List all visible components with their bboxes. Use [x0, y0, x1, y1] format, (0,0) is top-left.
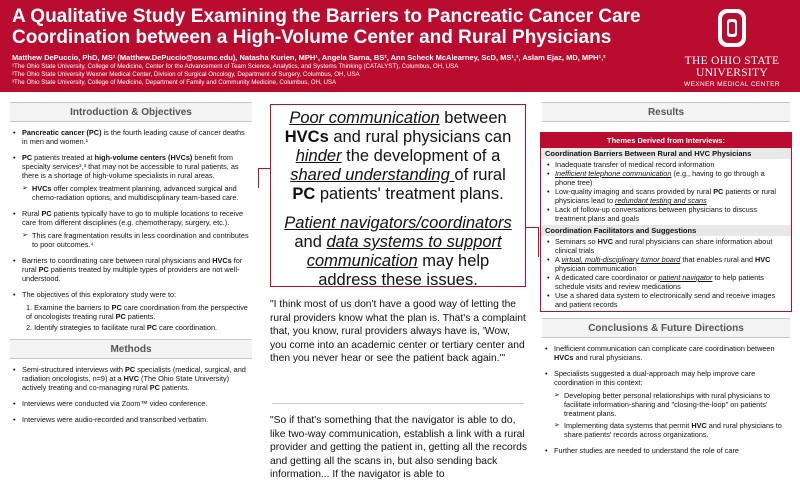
barriers-subheader: Coordination Barriers Between Rural and HVC Physicians	[541, 148, 791, 159]
intro-list	[0, 122, 262, 332]
list-item: • Pancreatic cancer (PC) is the fourth leading cause of cancer deaths in men and women.¹	[22, 128, 252, 146]
university-logo	[672, 8, 792, 88]
list-item: • Semi-structured interviews with PC specialists (medical, surgical, and radiation oncologists, n=9) at a HVC (The Ohio State University) actively treating and co-managing rural PC patients.	[22, 365, 252, 392]
logo-text-line-3: WEXNER MEDICAL CENTER	[684, 81, 780, 88]
list-item: • Inadequate transfer of medical record information	[555, 160, 787, 169]
conclusions-section-title: Conclusions & Future Directions	[542, 318, 790, 338]
facilitators-subheader: Coordination Facilitators and Suggestions	[541, 225, 791, 236]
logo-text-line-2: UNIVERSITY	[696, 67, 768, 79]
key-finding-2: Patient navigators/coordinators and data systems to support communication may help address these issues.	[284, 214, 512, 289]
quote-1: "I think most of us don't have a good way of letting the rural providers know what the plan is. That's a complaint that, you know, rural providers always have is, 'Wow, you come into an academic center or tertiary center and then you never hear or see the patient back again.'"	[270, 299, 526, 364]
intro-section-title: Introduction & Objectives	[10, 102, 252, 122]
list-item: • Low-quality imaging and scans provided by rural PC patients or rural physicians lead to redundant testing and scans	[555, 187, 787, 205]
list-item: • Inefficient telephone communication (e.g., having to go through a phone tree)	[555, 169, 787, 187]
methods-section-title: Methods	[10, 339, 252, 359]
list-item: • Use a shared data system to electronically send and receive images and patient records	[555, 291, 787, 309]
themes-table	[540, 132, 792, 312]
list-item: • Further studies are needed to understand the role of care	[554, 446, 790, 455]
list-item: • Inefficient communication can complicate care coordination between HVCs and rural physicians.	[554, 344, 790, 362]
block-o-icon	[717, 8, 747, 48]
objective-1: 1. Examine the barriers to PC care coordination from the perspective of oncologists treating rural PC patients.	[26, 303, 248, 321]
list-item: • Interviews were conducted via Zoom™ video conference.	[22, 399, 252, 408]
poster-title	[12, 6, 672, 48]
barriers-list	[541, 159, 791, 225]
author-list: Matthew DePuccio, PhD, MS¹ (Matthew.DePuccio@osumc.edu), Natasha Kurien, MPH¹, Angela Sarna, BS², Ann Scheck McAlearney, ScD, MS¹,³, Aslam Ejaz, MD, MPH¹,²	[12, 53, 606, 62]
affiliation-1: ¹The Ohio State University, College of Medicine, Center for the Advancement of Team Science, Analytics, and Systems Thinking (CATALYST), Columbus, OH, USA	[12, 63, 459, 70]
sub-list-item: ➢ Developing better personal relationships with rural physicians to facilitate information-sharing and "closing-the-loop" on patients' treatment plans.	[564, 391, 790, 418]
connector-line-top	[258, 168, 270, 169]
themes-header: Themes Derived from Interviews:	[541, 133, 791, 148]
logo-text-line-1: THE OHIO STATE	[684, 55, 780, 67]
title-line-1: A Qualitative Study Examining the Barriers to Pancreatic Cancer Care	[12, 6, 641, 27]
affiliation-3: ³The Ohio State University, College of Medicine, Department of Family and Community Medicine, Columbus, OH, USA	[12, 79, 337, 86]
quote-divider	[272, 403, 524, 404]
right-column	[532, 92, 800, 455]
objective-2: 2. Identify strategies to facilitate rural PC care coordination.	[26, 323, 218, 332]
list-item: • Rural PC patients typically have to go to multiple locations to receive care from different disciplines (e.g. chemotherapy, surgery, etc.). ➢ This care fragmentation results in less coordination and contributes to poor outcomes.⁴	[22, 209, 252, 249]
results-section-title: Results	[542, 102, 790, 122]
list-item: • Barriers to coordinating care between rural physicians and HVCs for rural PC patients treated by multiple types of providers are not well-understood.	[22, 256, 252, 283]
methods-list	[0, 359, 262, 424]
list-item: • PC patients treated at high-volume centers (HVCs) benefit from specialty services²,³ that may not be accessible to rural patients, as there is a shortage of high-volume specialists in rural areas. ➢ HVCs offer complex treatment planning, advanced surgical and chemo-radiation options, and multidisciplinary team-based care.	[22, 153, 252, 202]
list-item: • Specialists suggested a dual-approach may help improve care coordination in this context: ➢ Developing better personal relationships with rural physicians to facilitate information-sharing and "closing-the-loop" on patients' treatment plans. ➢ Implementing data systems that permit HVC and rural physicians to share patients' records across organizations.	[554, 369, 790, 439]
list-item: • A virtual, multi-disciplinary tumor board that enables rural and HVC physician communication	[555, 255, 787, 273]
quote-2: "So if that's something that the navigator is able to do, like two-way communication, establish a link with a rural provider and getting the patient in, getting all the records and getting all the scans in, but also sending back information... If the navigator is able to	[270, 415, 528, 480]
affiliation-2: ²The Ohio State University Wexner Medical Center, Division of Surgical Oncology, Department of Surgery, Columbus, OH, USA	[12, 71, 360, 78]
list-item: • Seminars so HVC and rural physicians can share information about clinical trials	[555, 237, 787, 255]
list-item: • Lack of follow-up conversations between physicians to discuss treatment plans and goals	[555, 205, 787, 223]
facilitators-list	[541, 236, 791, 311]
list-item: • A dedicated care coordinator or patient navigator to help patients schedule visits and review medications	[555, 273, 787, 291]
list-item: • Interviews were audio-recorded and transcribed verbatim.	[22, 415, 252, 424]
key-finding-box	[270, 104, 526, 287]
sub-list-item: ➢ HVCs offer complex treatment planning, advanced surgical and chemo-radiation options, and multidisciplinary team-based care.	[32, 184, 252, 202]
title-line-2: Coordination between a High-Volume Center and Rural Physicians	[12, 27, 612, 48]
key-finding-1: Poor communication between HVCs and rural physicians can hinder the development of a shared understanding of rural PC patients' treatment plans.	[284, 109, 512, 203]
sub-list-item: ➢ This care fragmentation results in less coordination and contributes to poor outcomes.⁴	[32, 231, 252, 249]
left-column	[0, 92, 262, 451]
conclusions-list	[532, 338, 800, 455]
connector-line-top-v	[258, 168, 259, 188]
poster-header	[0, 0, 800, 92]
middle-column	[262, 92, 532, 480]
sub-list-item: ➢ Implementing data systems that permit HVC and rural physicians to share patients' records across organizations.	[564, 421, 790, 439]
list-item: • The objectives of this exploratory study were to: 1. Examine the barriers to PC care coordination from the perspective of oncologists treating rural PC patients. 2. Identify strategies to facilitate rural PC care coordination.	[22, 290, 252, 332]
